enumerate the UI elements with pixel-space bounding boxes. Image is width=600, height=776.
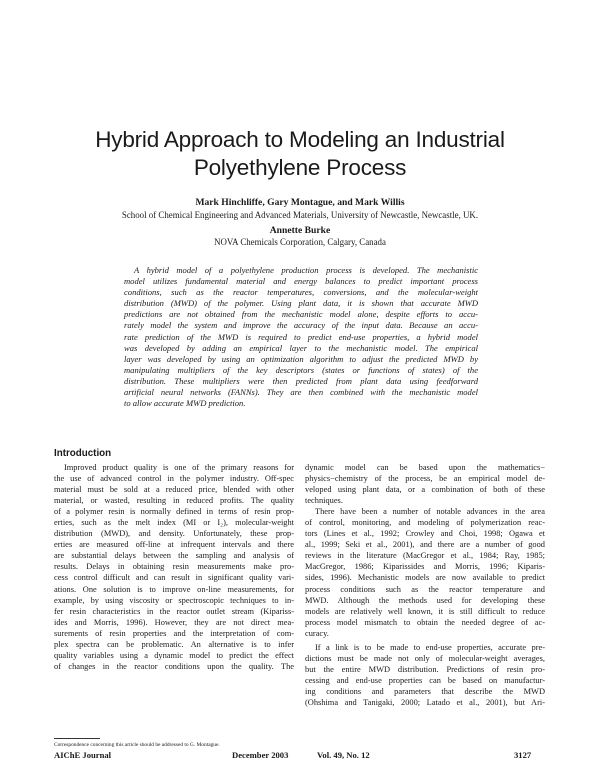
footer-page-number: 3127	[514, 750, 532, 760]
abstract-line: model utilizes fundamental material and energy balances to predict important process	[124, 276, 478, 287]
body-line: of a polymer resin is normally defined in terms of resin prop-	[54, 507, 294, 517]
body-line: dictions must be made not only of molecular-weight averages,	[305, 653, 545, 663]
abstract-line: conditions, such as the reactor temperatures, conversions, and the molecular-weight	[124, 287, 478, 298]
body-line: models are relatively well known, it is still difficult to reduce	[305, 606, 545, 616]
abstract-line: artificial neural networks (FANNs). They are then combined with the mechanistic model	[124, 387, 478, 398]
body-line: erties, such as the melt index (MI or I₂), molecular-weight	[54, 518, 294, 528]
body-line: physics−chemistry of the process, be an empirical model de-	[305, 474, 545, 484]
footer-date: December 2003	[232, 750, 289, 760]
body-line: fer resin characteristics in the reactor outlet stream (Kipariss-	[54, 606, 294, 616]
correspondence-footnote: Correspondence concerning this article should be addressed to G. Montague.	[54, 742, 220, 748]
abstract-line: was developed by adding an empirical layer to the mechanistic model. The empirical	[124, 342, 478, 353]
body-line: If a link is to be made to end-use properties, accurate pre-	[315, 642, 545, 652]
body-line: ing conditions and parameters that describe the MWD	[305, 686, 545, 696]
body-line: MWD. Although the methods used for developing these	[305, 595, 545, 605]
body-line: reviews in the literature (MacGregor et al., 1984; Ray, 1985;	[305, 551, 545, 561]
footer-journal: AIChE Journal	[54, 750, 112, 760]
body-line: dynamic model can be based upon the mathematics−	[305, 463, 545, 472]
body-line: of control, monitoring, and modeling of polymerization reac-	[305, 518, 545, 528]
body-line: process conditions such as the reactor temperature and	[305, 584, 545, 594]
body-column-right	[305, 462, 545, 708]
abstract-line: distribution (MWD) of the polymer. Using plant data, it is shown that accurate MWD	[124, 298, 478, 309]
body-line: plex spectra can be problematic. An alternative is to infer	[54, 639, 294, 649]
title-line: Hybrid Approach to Modeling an Industrial	[95, 127, 505, 152]
body-line: cess control difficult and can result in significant quality vari-	[54, 573, 294, 583]
body-line: al., 1999; Seki et al., 2001), and there are a number of good	[305, 540, 545, 550]
body-line: techniques.	[305, 496, 343, 506]
body-line: material must be sold at a reduced price, blended with other	[54, 485, 294, 495]
body-line: results. Delays in obtaining resin measurements make pro-	[54, 562, 294, 572]
body-line: process model mismatch to obtain the needed degree of ac-	[305, 617, 545, 627]
body-line: (Ohshima and Tanigaki, 2000; Latado et al., 2001), but Ari-	[305, 697, 545, 707]
body-line: cessing and end-use properties can be based on manufactur-	[305, 675, 545, 685]
footnote-divider	[54, 738, 100, 739]
body-line: ides and Morris, 1996). However, they are not direct mea-	[54, 617, 294, 627]
body-line: Improved product quality is one of the primary reasons for	[64, 463, 294, 472]
footer-volume: Vol. 49, No. 12	[317, 750, 370, 760]
author-list: Mark Hinchliffe, Gary Montague, and Mark Willis	[195, 197, 405, 208]
body-line: quality variables using a dynamic model to predict the effect	[54, 650, 294, 660]
abstract-line: manipulating multipliers of the key descriptors (states or functions of states) of the	[124, 364, 478, 375]
body-line: material, or wasted, resulting in reduced profits. The quality	[54, 496, 294, 506]
body-line: curacy.	[305, 628, 329, 638]
body-line: MacGregor, 1986; Kiparissides and Morris, 1996; Kiparis-	[305, 562, 545, 572]
affiliation-newcastle: School of Chemical Engineering and Advanced Materials, University of Newcastle, Newcastle, UK.	[121, 210, 479, 220]
body-line: of changes in the reactor conditions upon the quality. The	[54, 661, 294, 671]
body-line: distribution (MWD), and density. Unfortunately, these prop-	[54, 529, 294, 539]
author-burke: Annette Burke	[269, 225, 331, 236]
abstract-line: to allow accurate MWD prediction.	[124, 398, 246, 409]
body-line: example, by using viscosity or spectroscopic techniques to in-	[54, 595, 294, 605]
abstract-line: predictions are not obtained from the mechanistic model alone, despite efforts to accu-	[124, 309, 478, 320]
body-line: tors (Lines et al., 1992; Crowley and Choi, 1998; Ogawa et	[305, 529, 545, 539]
body-line: There have been a number of notable advances in the area	[315, 507, 545, 517]
body-line: the use of advanced control in the polymer industry. Off-spec	[54, 474, 294, 484]
body-line: sides, 1996). Mechanistic models are now available to predict	[305, 573, 545, 583]
body-line: are substantial delays between the sampling and analysis of	[54, 551, 294, 561]
body-line: but the entire MWD distribution. Predictions of resin pro-	[305, 664, 545, 674]
abstract-line: rate prediction of the MWD is required to predict end-use properties, a hybrid model	[124, 331, 478, 342]
section-heading-introduction: Introduction	[54, 448, 112, 459]
affiliation-nova: NOVA Chemicals Corporation, Calgary, Canada	[214, 237, 386, 247]
abstract-line: A hybrid model of a polyethylene production process is developed. The mechanistic	[134, 265, 478, 275]
body-line: erties are measured off-line at infrequent intervals and there	[54, 540, 294, 550]
title-line: Polyethylene Process	[193, 155, 407, 180]
abstract	[124, 265, 478, 409]
abstract-line: layer was developed by using an optimization algorithm to adjust the predicted MWD by	[124, 353, 478, 364]
article-title	[50, 126, 550, 182]
body-line: veloped using plant data, or a combination of both of these	[305, 485, 545, 495]
body-column-left	[54, 462, 294, 672]
body-line: ations. One solution is to improve on-line measurements, for	[54, 584, 294, 594]
abstract-line: rately model the system and improve the accuracy of the input data. Because an accu-	[124, 320, 478, 331]
body-line: surements of resin properties and the interpretation of com-	[54, 628, 294, 638]
abstract-line: distribution. These multipliers were then predicted from plant data using feedforward	[124, 375, 478, 386]
